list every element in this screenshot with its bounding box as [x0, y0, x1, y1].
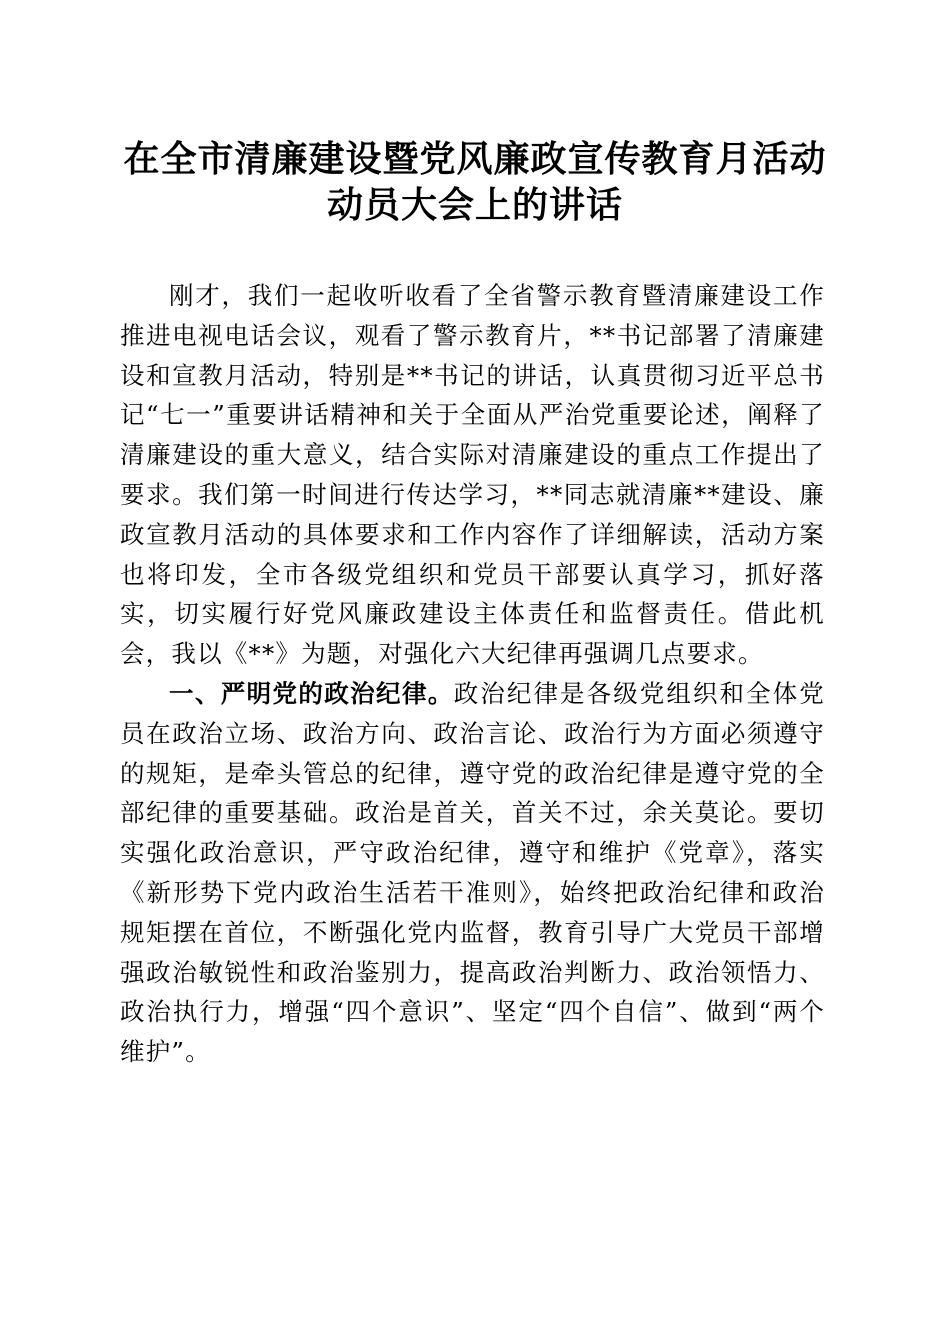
section-body-political-discipline: 政治纪律是各级党组织和全体党员在政治立场、政治方向、政治言论、政治行为方面必须遵守的规矩，是牵头管总的纪律，遵守党的政治纪律是遵守党的全部纪律的重要基础。政治是首关，首关不过，余关莫论。要切实强化政治意识，严守政治纪律，遵守和维护《党章》，落实《新形势下党内政治生活若干准则》，始终把政治纪律和政治规矩摆在首位，不断强化党内监督，教育引导广大党员干部增强政治敏锐性和政治鉴别力，提高政治判断力、政治领悟力、政治执行力，增强“四个意识”、坚定“四个自信”、做到“两个维护”。 — [120, 678, 825, 1067]
document-body — [120, 276, 825, 1072]
intro-paragraph: 刚才，我们一起收听收看了全省警示教育暨清廉建设工作推进电视电话会议，观看了警示教育片，**书记部署了清廉建设和宣教月活动，特别是**书记的讲话，认真贯彻习近平总书记“七一”重要讲话精神和关于全面从严治党重要论述，阐释了清廉建设的重大意义，结合实际对清廉建设的重点工作提出了要求。我们第一时间进行传达学习，**同志就清廉**建设、廉政宣教月活动的具体要求和工作内容作了详细解读，活动方案也将印发，全市各级党组织和党员干部要认真学习，抓好落实，切实履行好党风廉政建设主体责任和监督责任。借此机会，我以《**》为题，对强化六大纪律再强调几点要求。 — [120, 281, 825, 669]
section-heading-political-discipline: 一、严明党的政治纪律。 — [169, 678, 454, 708]
section-paragraph-political-discipline — [120, 674, 825, 1072]
document-title: 在全市清廉建设暨党风廉政宣传教育月活动动员大会上的讲话 — [123, 138, 827, 226]
